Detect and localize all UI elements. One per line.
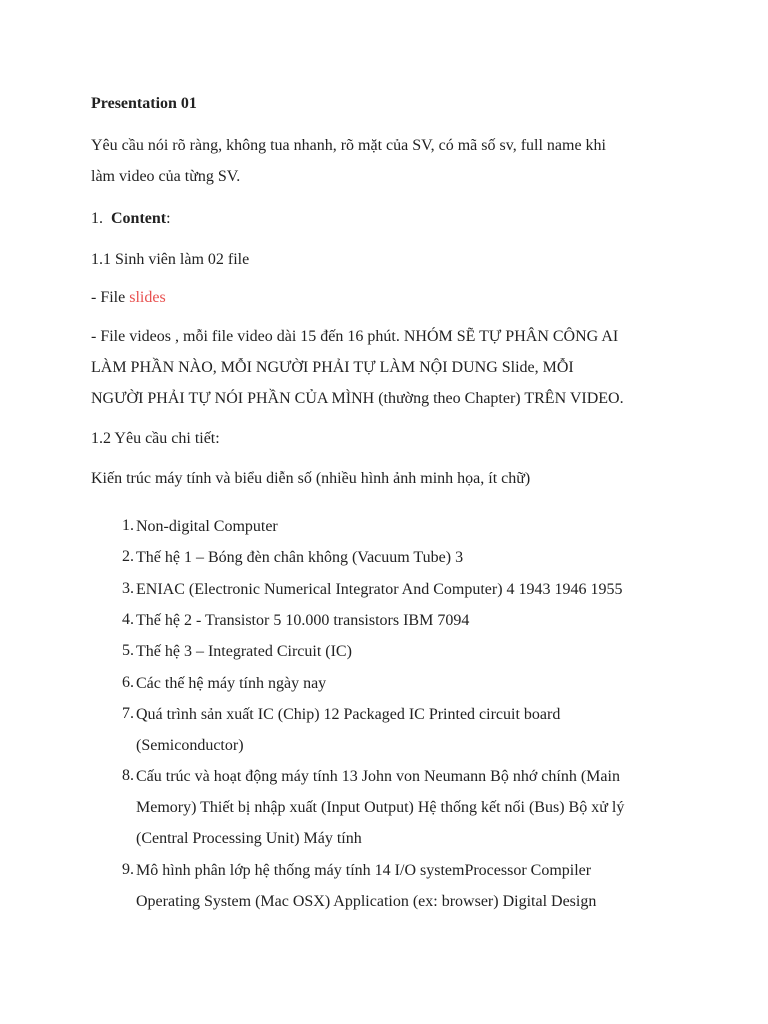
list-item-line: (Semiconductor): [136, 737, 244, 754]
list-item-number: 6.: [122, 674, 134, 691]
list-item-line: (Central Processing Unit) Máy tính: [136, 830, 362, 847]
list-item-number: 7.: [122, 705, 134, 722]
list-item-line: Quá trình sản xuất IC (Chip) 12 Packaged IC Printed circuit board: [136, 706, 561, 723]
section-1-heading: [91, 209, 171, 229]
slides-highlight: slides: [129, 289, 166, 306]
list-item-line: ENIAC (Electronic Numerical Integrator And Computer) 4 1943 1946 1955: [136, 581, 623, 598]
list-item-line: Non-digital Computer: [136, 518, 278, 535]
list-item-text: [136, 674, 326, 705]
list-item-line: Operating System (Mac OSX) Application (ex: browser) Digital Design: [136, 893, 597, 910]
list-item-text: [136, 642, 352, 673]
section-1-colon: :: [166, 210, 171, 227]
list-item-text: [136, 705, 560, 767]
list-item-line: Cấu trúc và hoạt động máy tính 13 John von Neumann Bộ nhớ chính (Main: [136, 768, 620, 785]
list-item-text: [136, 611, 469, 642]
list-item-text: [136, 861, 596, 923]
list-item-line: Thế hệ 3 – Integrated Circuit (IC): [136, 643, 352, 660]
list-item-number: 2.: [122, 548, 134, 565]
list-item-number: 9.: [122, 861, 134, 878]
file-videos-line-2: LÀM PHẦN NÀO, MỖI NGƯỜI PHẢI TỰ LÀM NỘI DUNG Slide, MỖI: [91, 359, 574, 376]
file-videos-line-1: - File videos , mỗi file video dài 15 đến 16 phút. NHÓM SẼ TỰ PHÂN CÔNG AI: [91, 328, 619, 345]
list-item-number: 3.: [122, 580, 134, 597]
list-item-line: Thế hệ 1 – Bóng đèn chân không (Vacuum Tube) 3: [136, 549, 464, 566]
topic-line: Kiến trúc máy tính và biểu diễn số (nhiều hình ảnh minh họa, ít chữ): [91, 470, 531, 487]
list-item-number: 5.: [122, 642, 134, 659]
list-item-number: 4.: [122, 611, 134, 628]
subsection-1-2: 1.2 Yêu cầu chi tiết:: [91, 430, 220, 447]
document-title: Presentation 01: [91, 95, 197, 112]
list-item-text: [136, 548, 463, 579]
list-item-text: [136, 517, 278, 548]
file-slides-line: [91, 288, 166, 308]
list-item-text: [136, 767, 624, 860]
list-item-line: Thế hệ 2 - Transistor 5 10.000 transistors IBM 7094: [136, 612, 470, 629]
intro-line-1: Yêu cầu nói rõ ràng, không tua nhanh, rõ mặt của SV, có mã số sv, full name khi: [91, 137, 606, 154]
section-1-number: 1.: [91, 210, 103, 227]
file-slides-prefix: - File: [91, 289, 130, 306]
file-videos-line-3: NGƯỜI PHẢI TỰ NÓI PHẦN CỦA MÌNH (thường theo Chapter) TRÊN VIDEO.: [91, 390, 624, 407]
intro-line-2: làm video của từng SV.: [91, 168, 241, 185]
section-1-label: Content: [111, 210, 167, 227]
list-item-line: Memory) Thiết bị nhập xuất (Input Output) Hệ thống kết nối (Bus) Bộ xử lý: [136, 799, 625, 816]
list-item-number: 1.: [122, 517, 134, 534]
list-item-line: Các thế hệ máy tính ngày nay: [136, 675, 327, 692]
list-item-number: 8.: [122, 767, 134, 784]
list-item-line: Mô hình phân lớp hệ thống máy tính 14 I/O systemProcessor Compiler: [136, 862, 592, 879]
subsection-1-1: 1.1 Sinh viên làm 02 file: [91, 251, 250, 268]
list-item-text: [136, 580, 623, 611]
